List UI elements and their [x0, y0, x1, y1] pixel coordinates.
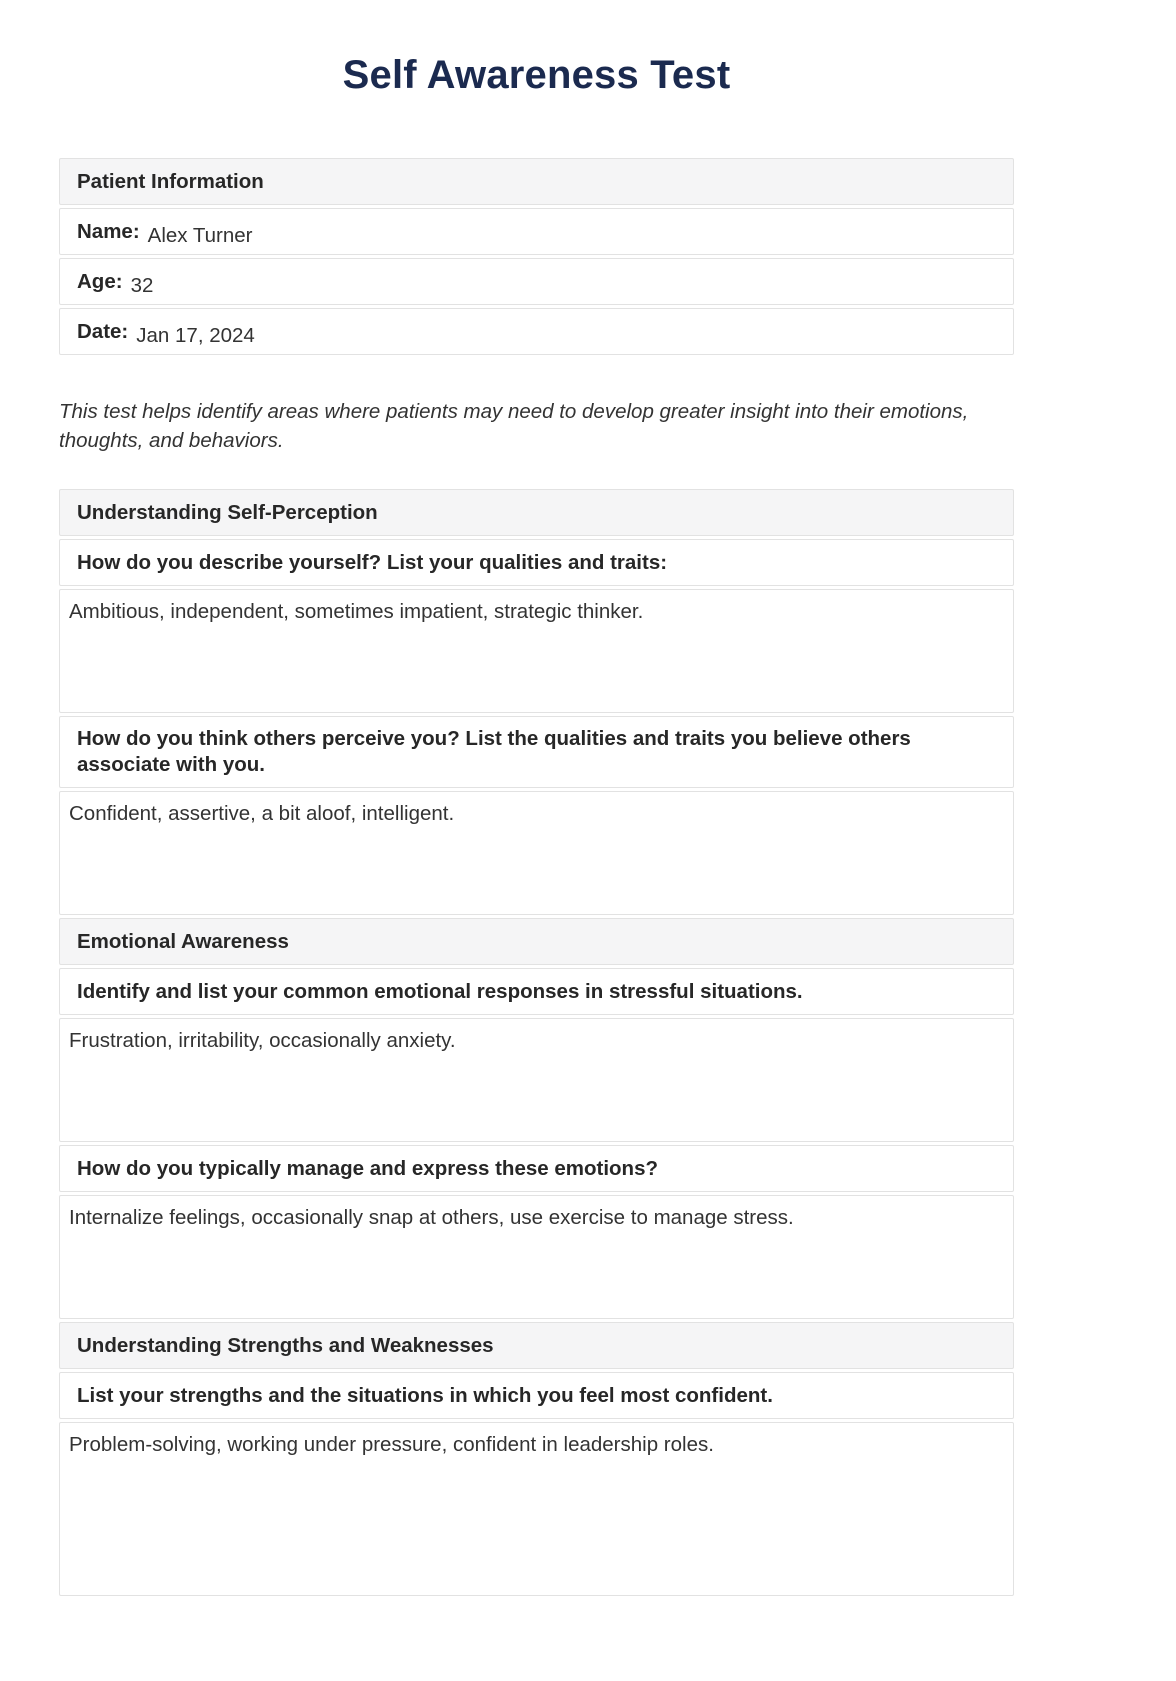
answer-manage-emotions-text: Internalize feelings, occasionally snap at others, use exercise to manage stress.: [69, 1206, 794, 1229]
intro-text: This test helps identify areas where patients may need to develop greater insight into their emotions, thoughts, and behaviors.: [59, 400, 969, 452]
section-header-emotional-awareness: [59, 918, 1014, 965]
answer-others-perceive-text: Confident, assertive, a bit aloof, intelligent.: [69, 802, 455, 825]
question-emotional-responses-text: Identify and list your common emotional responses in stressful situations.: [77, 979, 803, 1003]
age-label: Age:: [77, 269, 123, 293]
document-page: [59, 51, 1014, 1596]
section-header-emotional-awareness-label: Emotional Awareness: [77, 929, 289, 953]
patient-age-row: [59, 258, 1014, 305]
section-header-self-perception: [59, 489, 1014, 536]
question-strengths: [59, 1372, 1014, 1419]
question-describe-yourself: [59, 539, 1014, 586]
questionnaire-table: [59, 489, 1014, 1596]
answer-describe-yourself-text: Ambitious, independent, sometimes impatient, strategic thinker.: [69, 600, 644, 623]
answer-others-perceive[interactable]: [59, 791, 1014, 915]
name-label: Name:: [77, 219, 140, 243]
name-value[interactable]: Alex Turner: [147, 223, 253, 247]
section-header-strengths-weaknesses-label: Understanding Strengths and Weaknesses: [77, 1333, 494, 1357]
question-others-perceive-text: How do you think others perceive you? List the qualities and traits you believe others associate with you.: [77, 727, 911, 776]
question-manage-emotions: [59, 1145, 1014, 1192]
section-header-strengths-weaknesses: [59, 1322, 1014, 1369]
question-others-perceive: [59, 716, 1014, 788]
question-emotional-responses: [59, 968, 1014, 1015]
patient-info-header-label: Patient Information: [77, 169, 264, 193]
age-value[interactable]: 32: [130, 273, 154, 297]
answer-strengths-text: Problem-solving, working under pressure, confident in leadership roles.: [69, 1433, 714, 1456]
answer-emotional-responses-text: Frustration, irritability, occasionally anxiety.: [69, 1029, 456, 1052]
patient-info-header: [59, 158, 1014, 205]
question-strengths-text: List your strengths and the situations in which you feel most confident.: [77, 1383, 773, 1407]
question-manage-emotions-text: How do you typically manage and express these emotions?: [77, 1156, 658, 1180]
patient-name-row: [59, 208, 1014, 255]
answer-describe-yourself[interactable]: [59, 589, 1014, 713]
page-title: Self Awareness Test: [342, 53, 731, 97]
section-header-self-perception-label: Understanding Self-Perception: [77, 500, 378, 524]
question-describe-yourself-text: How do you describe yourself? List your qualities and traits:: [77, 550, 668, 574]
patient-date-row: [59, 308, 1014, 355]
patient-info-table: [59, 158, 1014, 355]
answer-emotional-responses[interactable]: [59, 1018, 1014, 1142]
date-label: Date:: [77, 319, 129, 343]
date-value[interactable]: Jan 17, 2024: [136, 323, 255, 347]
answer-strengths[interactable]: [59, 1422, 1014, 1596]
answer-manage-emotions[interactable]: [59, 1195, 1014, 1319]
